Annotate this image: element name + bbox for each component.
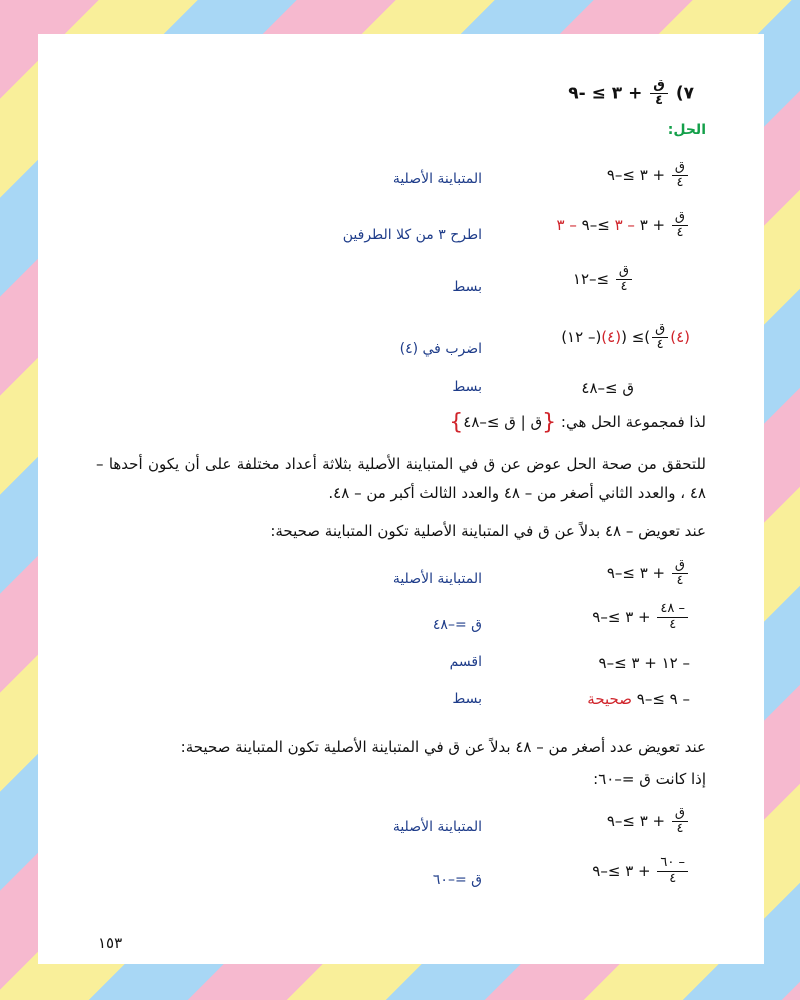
step5-expression: ق ≥–٤٨ bbox=[581, 379, 634, 397]
sub1-row4: – ٩ ≥–٩ صحيحة bbox=[587, 690, 690, 708]
step4-expression: (٤) $\frac{\text{ق}}{٤}$ )≥ ((٤)(– ١٢) bbox=[561, 321, 690, 352]
step2-note: اطرح ٣ من كلا الطرفين bbox=[342, 227, 482, 243]
exercise-fraction: $\frac{\text{ق}}{٤}$ bbox=[650, 78, 668, 109]
sub1-row1-note: المتباينة الأصلية bbox=[392, 571, 482, 587]
sub1-row1: $\frac{\text{ق}}{٤}$ + ٣ ≥–٩ bbox=[607, 558, 690, 589]
step5-note: بسط bbox=[452, 379, 482, 395]
sub1-row2-note: ق =–٤٨ bbox=[432, 617, 482, 633]
sub1-row2: $\frac{- ٤٨}{٤}$ + ٣ ≥–٩ bbox=[592, 602, 690, 633]
sub2-row1-note: المتباينة الأصلية bbox=[392, 819, 482, 835]
substitution2-intro: عند تعويض عدد أصغر من – ٤٨ بدلاً عن ق في المتباينة الأصلية تكون المتباينة صحيحة: bbox=[180, 738, 706, 756]
exercise-rest: + ٣ ≥ -٩ bbox=[568, 83, 643, 104]
verdict-true: صحيحة bbox=[587, 690, 632, 708]
sub2-row1: $\frac{\text{ق}}{٤}$ + ٣ ≥–٩ bbox=[607, 806, 690, 837]
page-number: ١٥٣ bbox=[98, 934, 123, 952]
book-page bbox=[38, 34, 764, 964]
solution-set-line: لذا فمجموعة الحل هي: {ق | ق ≥–٤٨} bbox=[449, 410, 706, 435]
solution-label: الحل: bbox=[667, 122, 706, 138]
sub2-row2: $\frac{- ٦٠}{٤}$ + ٣ ≥–٩ bbox=[592, 856, 690, 887]
sub1-row3: – ١٢ + ٣ ≥–٩ bbox=[598, 654, 690, 672]
substitution2-condition: إذا كانت ق =–٦٠: bbox=[593, 770, 706, 788]
solution-set-content: ق | ق ≥–٤٨ bbox=[463, 413, 543, 431]
sub1-row4-note: بسط bbox=[452, 691, 482, 707]
step4-note: اضرب في (٤) bbox=[399, 341, 482, 357]
step1-expression: $\frac{\text{ق}}{٤}$ + ٣ ≥–٩ bbox=[607, 160, 690, 191]
exercise-number: ٧) bbox=[675, 83, 694, 104]
step3-note: بسط bbox=[452, 279, 482, 295]
step3-expression: $\frac{\text{ق}}{٤}$ ≥–١٢ bbox=[573, 264, 634, 295]
exercise-heading bbox=[568, 78, 694, 109]
step2-expression: $\frac{\text{ق}}{٤}$ + ٣ – ٣ ≥–٩ – ٣ bbox=[557, 210, 690, 241]
sub1-row3-note: اقسم bbox=[449, 654, 482, 670]
step1-note: المتباينة الأصلية bbox=[392, 171, 482, 187]
check-paragraph: للتحقق من صحة الحل عوض عن ق في المتباينة الأصلية بثلاثة أعداد مختلفة على أن يكون أحدها – ٤٨ ، والعدد الثاني أصغر من – ٤٨ والعدد الثالث أكبر من – ٤٨. bbox=[96, 455, 706, 502]
substitution1-intro: عند تعويض – ٤٨ بدلاً عن ق في المتباينة الأصلية تكون المتباينة صحيحة: bbox=[270, 522, 706, 540]
sub2-row2-note: ق =–٦٠ bbox=[432, 872, 482, 888]
solution-set-label: لذا فمجموعة الحل هي: bbox=[560, 413, 706, 431]
